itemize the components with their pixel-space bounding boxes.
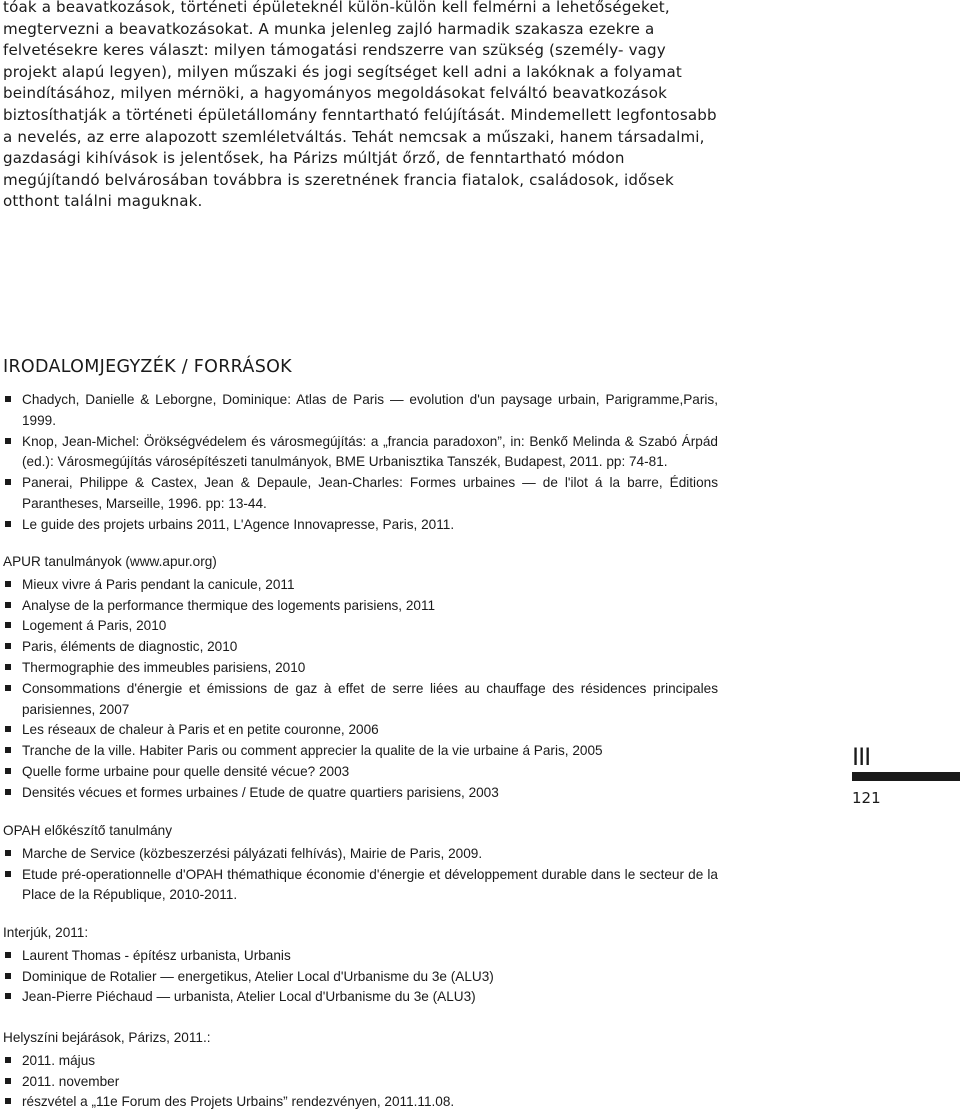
opah-section [3,821,718,906]
interviews-title: Interjúk, 2011: [3,925,89,940]
apur-list [3,575,718,804]
list-item: Etude pré-operationnelle d'OPAH thémathique économie d'énergie et développement durable dans le secteur de la Place de la République, 2010-2011. [3,865,718,907]
list-item: Knop, Jean-Michel: Örökségvédelem és városmegújítás: a „francia paradoxon”, in: Benkő Melinda & Szabó Árpád (ed.): Városmegújítás városépítészeti tanulmányok, BME Urbanisztika Tanszék, Budapest, 2011. pp: 74-81. [3,432,718,474]
list-item: részvétel a „11e Forum des Projets Urbains” rendezvényen, 2011.11.08. [3,1092,718,1113]
list-item: Consommations d'énergie et émissions de gaz à effet de serre liées au chauffage des résidences principales parisiennes, 2007 [3,679,718,721]
list-item: Le guide des projets urbains 2011, L'Agence Innovapresse, Paris, 2011. [3,515,718,536]
main-paragraph: tóak a beavatkozások, történeti épületeknél külön-külön kell felmérni a lehetőségeket, megtervezni a beavatkozásokat. A munka jelenleg zajló harmadik szakasza ezekre a felvetésekre keres választ: milyen támogatási rendszerre van szükség (személy- vagy projekt alapú legyen), milyen műszaki és jogi segítséget kell adni a lakóknak a folyamat beindításához, milyen mérnöki, a hagyományos megoldásokat felváltó beavatkozások biztosíthatják a történeti épületállomány fenntartható felújítását. Mindemellett legfontosabb a nevelés, az erre alapozott szemléletváltás. Tehát nemcsak a műszaki, hanem társadalmi, gazdasági kihívások is jelentősek, ha Párizs múltját őrző, de fenntartható módon megújítandó belvárosában továbbra is szeretnének francia fiatalok, családosok, idősek otthont találni maguknak. [3,0,717,211]
apur-section [3,552,718,804]
apur-title: APUR tanulmányok (www.apur.org) [3,554,217,569]
list-item: Paris, éléments de diagnostic, 2010 [3,637,718,658]
list-item: Mieux vivre á Paris pendant la canicule, 2011 [3,575,718,596]
visits-section [3,1028,718,1113]
literature-section [3,390,718,536]
list-item: Panerai, Philippe & Castex, Jean & Depaule, Jean-Charles: Formes urbaines — de l'ilot á la barre, Éditions Parantheses, Marseille, 1996. pp: 13-44. [3,473,718,515]
list-item: Laurent Thomas - építész urbanista, Urbanis [3,946,718,967]
list-item: Analyse de la performance thermique des logements parisiens, 2011 [3,596,718,617]
literature-list [3,390,718,536]
interviews-section [3,923,718,1008]
list-item: Logement á Paris, 2010 [3,616,718,637]
list-item: Quelle forme urbaine pour quelle densité vécue? 2003 [3,762,718,783]
references-heading: IRODALOMJEGYZÉK / FORRÁSOK [3,357,292,377]
list-item: Densités vécues et formes urbaines / Etude de quatre quartiers parisiens, 2003 [3,783,718,804]
list-item: Tranche de la ville. Habiter Paris ou comment apprecier la qualite de la vie urbaine á Paris, 2005 [3,741,718,762]
chapter-mark: III [852,743,871,771]
folio [852,744,960,807]
list-item: Marche de Service (közbeszerzési pályázati felhívás), Mairie de Paris, 2009. [3,844,718,865]
page-number: 121 [852,789,881,807]
list-item: Les réseaux de chaleur à Paris et en petite couronne, 2006 [3,720,718,741]
opah-list [3,844,718,906]
list-item: Thermographie des immeubles parisiens, 2010 [3,658,718,679]
folio-bar [852,772,960,781]
list-item: Chadych, Danielle & Leborgne, Dominique: Atlas de Paris — evolution d'un paysage urbain, Parigramme,Paris, 1999. [3,390,718,432]
opah-title: OPAH előkészítő tanulmány [3,823,172,838]
visits-title: Helyszíni bejárások, Párizs, 2011.: [3,1030,211,1045]
list-item: 2011. november [3,1072,718,1093]
list-item: Jean-Pierre Piéchaud — urbanista, Atelier Local d'Urbanisme du 3e (ALU3) [3,987,718,1008]
list-item: 2011. május [3,1051,718,1072]
interviews-list [3,946,718,1008]
visits-list [3,1051,718,1113]
list-item: Dominique de Rotalier — energetikus, Atelier Local d'Urbanisme du 3e (ALU3) [3,967,718,988]
